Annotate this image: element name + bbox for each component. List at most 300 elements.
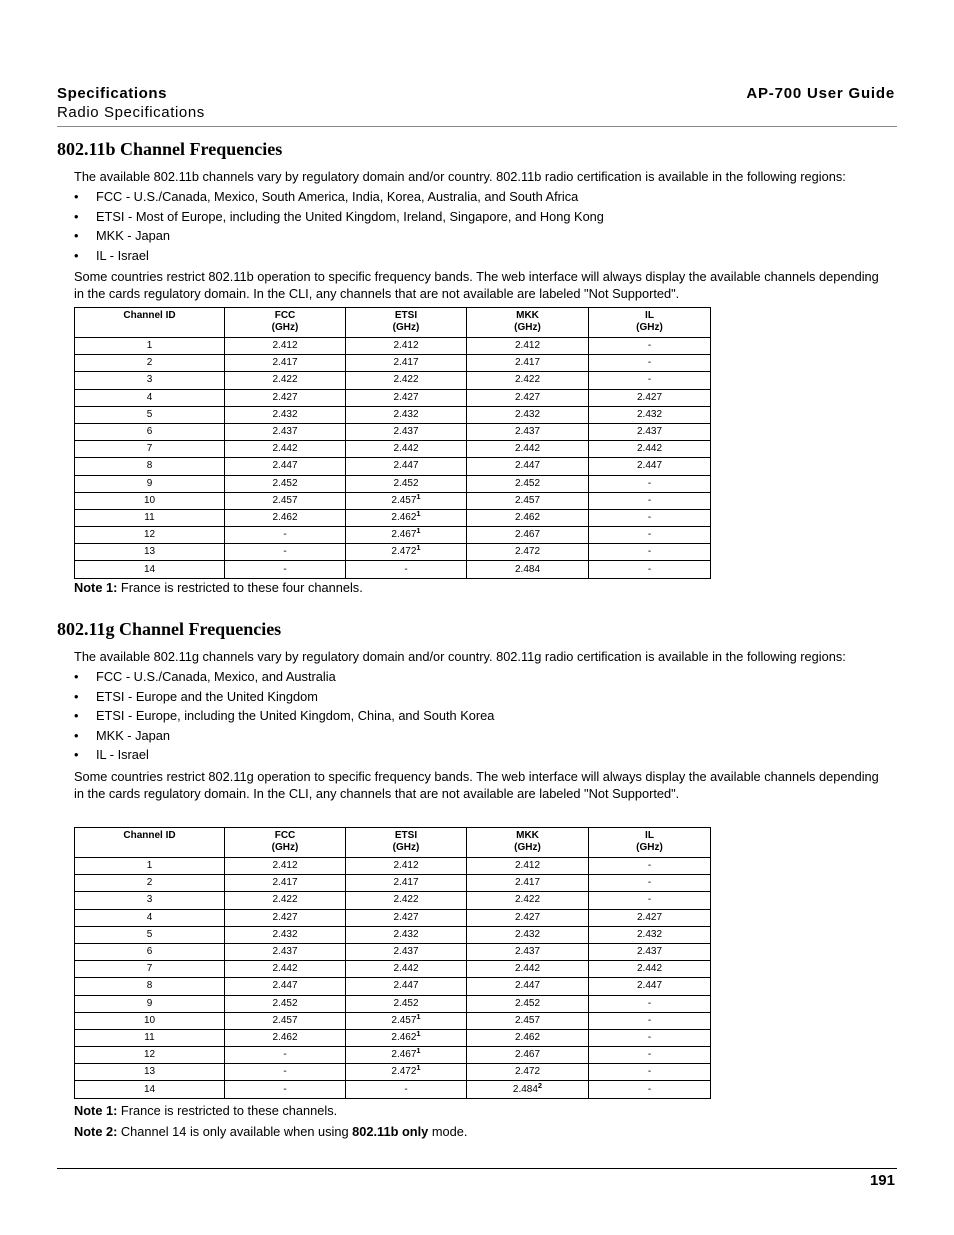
cell-value: 2.417: [272, 877, 298, 889]
region-text: MKK - Japan: [96, 228, 170, 244]
table-cell: [225, 961, 346, 978]
column-header: [589, 308, 711, 338]
column-header-unit: (GHz): [392, 842, 420, 853]
table-cell: [467, 527, 589, 544]
table-cell: [589, 1081, 711, 1098]
table-row: [75, 372, 711, 389]
cell-value: -: [647, 1049, 652, 1061]
table-cell: [467, 423, 589, 440]
cell-value: 10: [143, 1014, 156, 1026]
column-header-label: IL: [645, 310, 654, 321]
bullet-icon: •: [74, 747, 79, 763]
cell-value: 6: [146, 946, 153, 958]
cell-value: 14: [143, 1083, 156, 1095]
footnote-marker: 1: [416, 508, 421, 518]
table-cell: [225, 509, 346, 526]
section-g-intro: The available 802.11g channels vary by regulatory domain and/or country. 802.11g radio certification is available in the following regions:: [74, 649, 846, 664]
cell-value: 2.447: [393, 460, 419, 472]
header-guide-title: AP-700 User Guide: [746, 85, 895, 102]
table-cell: [346, 338, 467, 355]
table-cell: [589, 858, 711, 875]
bullet-icon: •: [74, 208, 79, 224]
cell-value: 2.437: [393, 426, 419, 438]
cell-value: 2.442: [393, 963, 419, 975]
cell-value: 2.447: [636, 460, 663, 472]
cell-value: 2.462: [391, 1031, 417, 1043]
table-cell: [75, 389, 225, 406]
table-cell: [589, 475, 711, 492]
cell-value: 8: [146, 980, 153, 992]
table-cell: [225, 995, 346, 1012]
region-text: IL - Israel: [96, 747, 149, 763]
region-text: ETSI - Europe and the United Kingdom: [96, 688, 318, 704]
cell-value: 2.417: [393, 877, 419, 889]
table-cell: [346, 355, 467, 372]
table-cell: [589, 389, 711, 406]
cell-value: -: [283, 1083, 287, 1095]
table-cell: [225, 441, 346, 458]
cell-value: -: [404, 563, 408, 575]
table-cell: [225, 389, 346, 406]
table-cell: [346, 926, 467, 943]
note-label: Note 1:: [74, 1103, 118, 1118]
table-cell: [346, 961, 467, 978]
table-cell: [346, 875, 467, 892]
table-cell: [225, 1012, 346, 1029]
table-row: [75, 875, 711, 892]
table-cell: [589, 544, 711, 561]
cell-value: -: [404, 1083, 408, 1095]
cell-value: 2.442: [514, 443, 541, 455]
table-cell: [346, 858, 467, 875]
table-cell: [225, 561, 346, 578]
table-cell: [75, 909, 225, 926]
note-text: France is restricted to these four channels.: [117, 580, 363, 595]
column-header-unit: (GHz): [271, 322, 299, 333]
table-cell: [589, 527, 711, 544]
list-item: [74, 706, 494, 726]
cell-value: 2.427: [514, 391, 541, 403]
cell-value: 4: [146, 391, 153, 403]
cell-value: -: [283, 1066, 287, 1078]
list-item: [74, 207, 604, 227]
table-row: [75, 475, 711, 492]
cell-value: -: [647, 546, 652, 558]
table-cell: [467, 943, 589, 960]
cell-value: 2.427: [272, 391, 298, 403]
table-cell: [467, 338, 589, 355]
cell-value: 2.422: [272, 374, 298, 386]
table-cell: [75, 355, 225, 372]
cell-value: 2.467: [391, 1049, 417, 1061]
table-cell: [467, 475, 589, 492]
table-cell: [589, 509, 711, 526]
table-cell: [75, 338, 225, 355]
cell-value: 2.432: [514, 408, 541, 420]
table-row: [75, 561, 711, 578]
table-cell: [75, 1064, 225, 1081]
cell-value: 2.452: [272, 997, 298, 1009]
bullet-icon: •: [74, 688, 79, 704]
table-cell: [75, 458, 225, 475]
cell-value: 2.452: [393, 997, 419, 1009]
table-row: [75, 995, 711, 1012]
cell-value: 2.457: [272, 1014, 298, 1026]
table-cell: [589, 458, 711, 475]
cell-value: 10: [143, 494, 156, 506]
table-cell: [467, 355, 589, 372]
cell-value: 2.472: [514, 1066, 541, 1078]
table-cell: [346, 492, 467, 509]
column-header: [467, 828, 589, 858]
cell-value: -: [283, 1049, 287, 1061]
column-header-unit: (GHz): [514, 842, 541, 853]
table-row: [75, 1029, 711, 1046]
footnote-marker: 1: [416, 1028, 421, 1038]
section-b-note-1: [74, 580, 363, 596]
table-row: [75, 1064, 711, 1081]
header-section-title: Specifications: [57, 85, 168, 102]
cell-value: 2.412: [514, 860, 541, 872]
table-cell: [225, 909, 346, 926]
cell-value: -: [647, 1066, 652, 1078]
cell-value: 2.442: [272, 443, 298, 455]
table-cell: [75, 406, 225, 423]
cell-value: 2.412: [514, 340, 541, 352]
cell-value: 3: [146, 374, 153, 386]
cell-value: 2.484: [514, 563, 541, 575]
table-cell: [346, 389, 467, 406]
list-item: [74, 745, 494, 765]
table-cell: [75, 978, 225, 995]
cell-value: 2.417: [514, 357, 541, 369]
table-cell: [346, 509, 467, 526]
list-item: [74, 246, 604, 266]
cell-value: 2.462: [514, 511, 541, 523]
cell-value: 7: [146, 443, 153, 455]
table-cell: [75, 527, 225, 544]
footnote-marker: 2: [537, 1080, 543, 1090]
region-text: ETSI - Europe, including the United Kingdom, China, and South Korea: [96, 708, 495, 724]
table-cell: [346, 1064, 467, 1081]
table-cell: [589, 909, 711, 926]
cell-value: 2.457: [514, 1014, 541, 1026]
cell-value: 1: [146, 340, 153, 352]
table-row: [75, 423, 711, 440]
table-cell: [346, 561, 467, 578]
column-header-label: MKK: [516, 310, 539, 321]
cell-value: 2.452: [514, 477, 541, 489]
table-row: [75, 509, 711, 526]
footnote-marker: 1: [416, 1011, 421, 1021]
cell-value: -: [283, 546, 287, 558]
cell-value: 2.457: [514, 494, 541, 506]
cell-value: -: [647, 1031, 652, 1043]
table-cell: [225, 544, 346, 561]
table-cell: [346, 372, 467, 389]
note-label: Note 2:: [74, 1124, 118, 1139]
cell-value: 2.427: [514, 911, 541, 923]
table-cell: [346, 1047, 467, 1064]
cell-value: 2.462: [272, 511, 298, 523]
column-header-unit: (GHz): [271, 842, 299, 853]
table-cell: [346, 892, 467, 909]
table-cell: [589, 492, 711, 509]
table-cell: [467, 372, 589, 389]
table-cell: [225, 926, 346, 943]
section-b-region-list: [74, 187, 604, 265]
list-item: [74, 226, 604, 246]
table-row: [75, 1081, 711, 1098]
table-row: [75, 1012, 711, 1029]
cell-value: 2.452: [514, 997, 541, 1009]
cell-value: 1: [146, 860, 153, 872]
table-cell: [467, 1029, 589, 1046]
cell-value: -: [647, 1083, 652, 1095]
table-cell: [346, 978, 467, 995]
table-cell: [346, 1012, 467, 1029]
table-header-row: [75, 828, 711, 858]
footer-divider: [57, 1168, 897, 1169]
table-cell: [467, 389, 589, 406]
table-cell: [225, 1029, 346, 1046]
cell-value: -: [647, 563, 652, 575]
table-header-row: [75, 308, 711, 338]
table-cell: [75, 892, 225, 909]
table-cell: [467, 875, 589, 892]
cell-value: 2.412: [393, 340, 419, 352]
table-cell: [589, 892, 711, 909]
cell-value: 9: [146, 997, 153, 1009]
cell-value: 2.447: [272, 460, 298, 472]
table-row: [75, 492, 711, 509]
table-cell: [589, 943, 711, 960]
table-cell: [589, 1029, 711, 1046]
table-cell: [467, 909, 589, 926]
table-cell: [75, 475, 225, 492]
table-cell: [75, 961, 225, 978]
section-g-note-1: [74, 1103, 337, 1119]
table-cell: [225, 892, 346, 909]
cell-value: 2: [146, 357, 153, 369]
table-cell: [589, 372, 711, 389]
table-row: [75, 892, 711, 909]
table-cell: [225, 492, 346, 509]
region-text: FCC - U.S./Canada, Mexico, and Australia: [96, 669, 336, 684]
cell-value: 2.442: [636, 963, 663, 975]
table-cell: [225, 858, 346, 875]
table-cell: [589, 978, 711, 995]
cell-value: 12: [143, 529, 156, 541]
column-header: [346, 308, 467, 338]
bullet-icon: •: [74, 247, 79, 263]
region-text: IL - Israel: [96, 247, 149, 263]
section-b-intro: The available 802.11b channels vary by regulatory domain and/or country. 802.11b radio certification is available in the following regions:: [74, 169, 846, 184]
column-header: [467, 308, 589, 338]
table-row: [75, 389, 711, 406]
table-cell: [467, 1064, 589, 1081]
cell-value: -: [647, 374, 652, 386]
header-subsection-title: Radio Specifications: [57, 104, 205, 121]
table-row: [75, 406, 711, 423]
cell-value: 2.457: [272, 494, 298, 506]
column-header-label: ETSI: [394, 830, 418, 841]
table-cell: [467, 458, 589, 475]
table-cell: [467, 561, 589, 578]
table-cell: [75, 1029, 225, 1046]
table-cell: [75, 492, 225, 509]
table-row: [75, 858, 711, 875]
column-header-label: Channel ID: [123, 310, 176, 321]
cell-value: 2.432: [393, 928, 419, 940]
cell-value: 9: [146, 477, 153, 489]
table-cell: [346, 423, 467, 440]
table-cell: [467, 995, 589, 1012]
cell-value: -: [283, 529, 287, 541]
column-header: [225, 828, 346, 858]
table-row: [75, 458, 711, 475]
table-cell: [225, 1081, 346, 1098]
cell-value: 2.427: [393, 911, 419, 923]
cell-value: 2.447: [514, 980, 541, 992]
table-cell: [467, 441, 589, 458]
column-header: [75, 308, 225, 338]
table-cell: [75, 561, 225, 578]
region-text: FCC - U.S./Canada, Mexico, South America, India, Korea, Australia, and South Africa: [96, 189, 579, 204]
cell-value: 2.442: [393, 443, 419, 455]
cell-value: 2.422: [514, 894, 541, 906]
column-header-unit: (GHz): [514, 322, 541, 333]
cell-value: -: [647, 1014, 652, 1026]
table-cell: [467, 961, 589, 978]
table-row: [75, 544, 711, 561]
footnote-marker: 1: [416, 526, 421, 536]
table-cell: [346, 475, 467, 492]
table-cell: [75, 943, 225, 960]
section-g-restriction: Some countries restrict 802.11g operation to specific frequency bands. The web interface will always display the available channels depending in the cards regulatory domain. In the CLI, any channels that are not available are labeled "Not Supported".: [74, 769, 879, 801]
table-cell: [589, 561, 711, 578]
cell-value: 2.432: [393, 408, 419, 420]
cell-value: -: [647, 340, 652, 352]
table-cell: [467, 858, 589, 875]
cell-value: -: [647, 529, 652, 541]
cell-value: 2.484: [512, 1083, 538, 1095]
table-cell: [346, 1081, 467, 1098]
cell-value: 2.437: [272, 946, 298, 958]
column-header-label: FCC: [274, 830, 296, 841]
cell-value: 2.457: [391, 494, 417, 506]
table-cell: [75, 544, 225, 561]
column-header: [75, 828, 225, 858]
table-cell: [467, 1012, 589, 1029]
cell-value: 2.432: [636, 928, 663, 940]
cell-value: 2.472: [514, 546, 541, 558]
table-cell: [75, 372, 225, 389]
table-cell: [225, 1064, 346, 1081]
table-cell: [589, 355, 711, 372]
table-cell: [75, 509, 225, 526]
table-row: [75, 943, 711, 960]
cell-value: 2.467: [391, 529, 417, 541]
cell-value: -: [647, 877, 652, 889]
note-text: France is restricted to these channels.: [117, 1103, 338, 1118]
cell-value: -: [647, 477, 652, 489]
header-divider: [57, 126, 897, 127]
table-row: [75, 527, 711, 544]
cell-value: 2.462: [391, 511, 417, 523]
cell-value: 2.472: [391, 546, 417, 558]
table-cell: [589, 406, 711, 423]
cell-value: 2.437: [636, 426, 663, 438]
cell-value: 13: [143, 1066, 156, 1078]
cell-value: 2.437: [636, 946, 663, 958]
table-cell: [225, 338, 346, 355]
cell-value: -: [647, 357, 652, 369]
table-cell: [346, 458, 467, 475]
cell-value: 2.412: [393, 860, 419, 872]
table-cell: [75, 1081, 225, 1098]
table-cell: [589, 995, 711, 1012]
table-cell: [225, 978, 346, 995]
page-number: 191: [869, 1172, 895, 1189]
table-cell: [467, 406, 589, 423]
cell-value: 2.452: [272, 477, 298, 489]
cell-value: 7: [146, 963, 153, 975]
cell-value: 5: [146, 408, 153, 420]
table-cell: [346, 527, 467, 544]
table-cell: [75, 875, 225, 892]
cell-value: 2.417: [393, 357, 419, 369]
cell-value: 11: [144, 511, 155, 523]
list-item: [74, 726, 494, 746]
table-cell: [75, 1012, 225, 1029]
table-cell: [589, 1064, 711, 1081]
table-row: [75, 441, 711, 458]
cell-value: -: [647, 511, 652, 523]
footnote-marker: 1: [416, 1046, 421, 1056]
column-header: [225, 308, 346, 338]
table-cell: [589, 1012, 711, 1029]
cell-value: 2.462: [514, 1031, 541, 1043]
cell-value: 2.427: [272, 911, 298, 923]
note-text: Channel 14 is only available when using: [117, 1124, 353, 1139]
cell-value: -: [647, 894, 652, 906]
note-label: Note 1:: [74, 580, 118, 595]
cell-value: -: [647, 997, 652, 1009]
table-cell: [467, 892, 589, 909]
cell-value: 2.422: [393, 894, 419, 906]
table-cell: [225, 475, 346, 492]
cell-value: 2.447: [272, 980, 298, 992]
column-header: [346, 828, 467, 858]
bullet-icon: •: [74, 228, 79, 244]
column-header-unit: (GHz): [636, 842, 663, 853]
table-row: [75, 338, 711, 355]
cell-value: -: [647, 860, 652, 872]
cell-value: 2.462: [272, 1031, 298, 1043]
cell-value: 12: [143, 1049, 156, 1061]
table-cell: [225, 458, 346, 475]
section-b-frequency-table: [74, 307, 711, 579]
cell-value: 2: [146, 877, 153, 889]
cell-value: 2.412: [272, 860, 298, 872]
cell-value: 2.472: [391, 1066, 417, 1078]
table-row: [75, 1047, 711, 1064]
cell-value: 2.442: [514, 963, 541, 975]
cell-value: 2.437: [514, 946, 541, 958]
cell-value: 11: [144, 1031, 155, 1043]
note-emphasis: 802.11b only: [352, 1124, 429, 1139]
